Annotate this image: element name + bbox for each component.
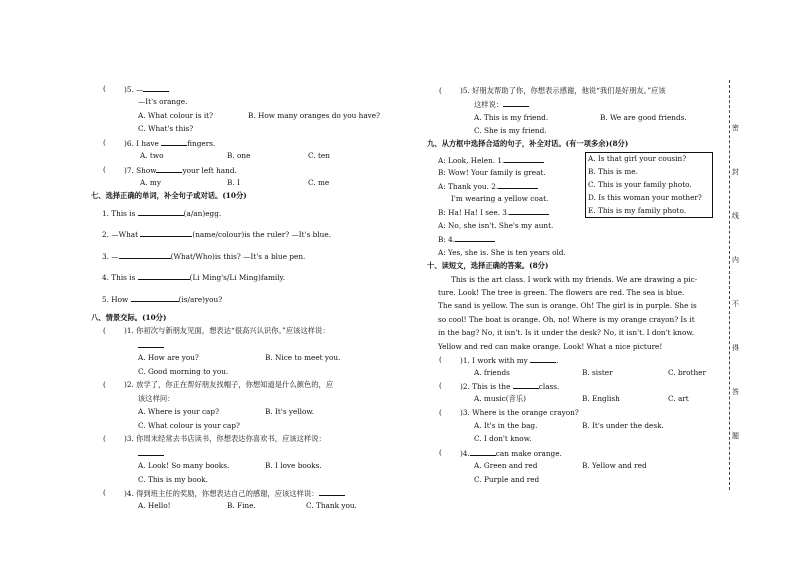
sec9-line-5: B: Ha! Ha! I see. 3. [438,207,549,217]
sec8-q4-option-b: B. Fine. [227,501,256,510]
sec7-item-5: 5. How (is/are)you? [102,295,223,304]
sec8-q2-option-a: A. Where is your cap? [138,407,219,416]
sec8-q4-stem: )4. 得到班主任的奖励，你想表达自己的感谢，应该这样说： [124,488,345,498]
seal-char-1: 密 [732,124,739,132]
sec7-item-4: 4. This is (Li Ming's/Li Ming)family. [102,273,286,282]
sec10-q4-option-b: B. Yellow and red [582,461,647,470]
q6-option-b: B. one [227,151,251,160]
sec8-q3-option-b: B. I love books. [265,461,322,470]
sec10-q3-paren: ( [439,408,442,417]
sec8-q4-paren: ( [103,488,106,497]
sec9-option-d: D. Is this woman your mother? [588,193,702,202]
sec9-line-7: B: 4. [438,234,495,244]
r-q5-option-b: B. We are good friends. [600,113,687,122]
seal-char-8: 题 [732,432,739,440]
passage-line-4: so cool! The boat is orange. Oh, no! Where is my orange crayon? Is it [438,315,695,324]
sec8-q3-stem: )3. 你周末经常去书店读书，你想表达你喜欢书，应该这样说： [124,434,326,443]
sec10-q1-option-b: B. sister [582,368,613,377]
r-q5-paren: ( [439,86,442,95]
r-q5-stem-cont: 这样说： [474,99,529,109]
sec8-q1-stem: )1. 你初次与新朋友见面，想表达“很高兴认识你。”应该这样说： [124,326,330,335]
passage-line-5: in the bag? No, it isn't. Is it under the desk? No, it isn't. I don't know. [438,328,695,337]
sec10-q2-option-c: C. art [668,394,689,403]
sec9-line-2: B: Wow! Your family is great. [438,168,546,177]
q7-paren: ( [103,165,106,174]
sec7-item-2: 2. —What (name/colour)is the ruler? —It's blue. [102,230,331,239]
sec9-line-4: I'm wearing a yellow coat. [451,194,549,203]
sec9-line-8: A: Yes, she is. She is ten years old. [438,248,566,257]
seal-char-2: 封 [732,168,739,176]
sec8-q1-blank [138,340,164,350]
q6-option-a: A. two [140,151,164,160]
sec8-q1-paren: ( [103,326,106,335]
seal-char-3: 线 [732,212,739,220]
sec8-q2-paren: ( [103,380,106,389]
sec8-q3-paren: ( [103,434,106,443]
sec8-q2-stem: )2. 放学了，你正在帮好朋友找帽子，你想知道是什么颜色的，应 [124,380,334,389]
section-9-title: 九、从方框中选择合适的句子，补全对话。(有一项多余)(8分) [427,139,629,148]
passage-line-6: Yellow and red can make orange. Look! What a nice picture! [438,342,663,351]
sec7-item-1: 1. This is (a/an)egg. [102,209,222,218]
sec8-q2-option-c: C. What colour is your cap? [138,421,240,430]
sec8-q2-option-b: B. It's yellow. [265,407,315,416]
sec10-q3-option-a: A. It's in the bag. [474,421,538,430]
q7-option-c: C. me [308,178,330,187]
sec10-q3-option-c: C. I don't know. [474,434,532,443]
sec7-item-3: 3. — (What/Who)is this? —It's a blue pen. [102,252,306,261]
sec8-q1-option-c: C. Good morning to you. [138,367,229,376]
q5-option-b: B. How many oranges do you have? [248,111,381,120]
sec10-q3-option-b: B. It's under the desk. [582,421,664,430]
sec9-option-e: E. This is my family photo. [588,206,687,215]
r-q5-option-c: C. She is my friend. [474,126,547,135]
q7-option-b: B. I [227,178,240,187]
section-7-title: 七、选择正确的单词，补全句子或对话。(10分) [91,191,247,200]
sec8-q4-option-c: C. Thank you. [306,501,357,510]
q5-option-c: C. What's this? [138,124,194,133]
q7-option-a: A. my [140,178,161,187]
q6-option-c: C. ten [308,151,330,160]
q6-paren: ( [103,138,106,147]
sec10-q1-paren: ( [439,355,442,364]
sec8-q3-blank [138,448,164,458]
sec8-q3-option-a: A. Look! So many books. [138,461,230,470]
passage-line-1: This is the art class. I work with my friends. We are drawing a pic- [451,275,698,284]
sec10-q1-option-a: A. friends [474,368,510,377]
sec10-q1-option-c: C. brother [668,368,706,377]
sec8-q2-stem-cont: 该这样问： [138,394,175,403]
sec10-q2-paren: ( [439,381,442,390]
sec10-q1-stem: )1. I work with my . [460,356,559,365]
sec10-q4-option-c: C. Purple and red [474,475,540,484]
sec9-line-1: A: Look, Helen. 1. [438,155,544,165]
sec10-q2-stem: )2. This is the class. [460,382,560,391]
section-10-title: 十、读短文，选择正确的答案。(8分) [427,261,549,270]
sec10-q2-option-b: B. English [582,394,620,403]
seal-char-7: 答 [732,388,739,396]
passage-line-3: The sand is yellow. The sun is orange. Oh! The girl is in purple. She is [438,301,697,310]
r-q5-stem: )5. 好朋友帮助了你，你想表示感谢，他说“我们是好朋友。”应该 [460,86,666,95]
sec10-q2-option-a: A. music(音乐) [474,394,526,403]
seal-line [729,80,730,490]
sec9-option-c: C. This is your family photo. [588,180,692,189]
section-8-title: 八、情景交际。(10分) [91,313,167,322]
sec9-option-a: A. Is that girl your cousin? [588,154,687,163]
sec9-line-3: A: Thank you. 2. [438,181,538,191]
sec10-q4-option-a: A. Green and red [474,461,538,470]
sec8-q4-option-a: A. Hello! [138,501,171,510]
q5-paren: ( [103,84,106,93]
q5-answer: —It's orange. [138,97,188,106]
sec9-line-6: A: No, she isn't. She's my aunt. [438,221,554,230]
sec8-q3-option-c: C. This is my book. [138,475,208,484]
q7-stem: )7. Show your left hand. [124,166,237,175]
q5-option-a: A. What colour is it? [138,111,213,120]
sec10-q4-paren: ( [439,448,442,457]
q6-stem: )6. I have fingers. [124,139,216,148]
sec8-q1-option-b: B. Nice to meet you. [265,353,341,362]
q5-stem: )5. — [124,84,169,94]
sec8-q1-option-a: A. How are you? [138,353,199,362]
seal-char-6: 得 [732,344,739,352]
r-q5-option-a: A. This is my friend. [474,113,549,122]
sec10-q3-stem: )3. Where is the orange crayon? [460,408,579,417]
seal-char-4: 内 [732,256,739,264]
sec9-option-b: B. This is me. [588,167,638,176]
sec10-q4-stem: )4. can make orange. [460,449,562,458]
passage-line-2: ture. Look! The tree is green. The flowers are red. The sea is blue. [438,288,685,297]
seal-char-5: 不 [732,300,739,308]
